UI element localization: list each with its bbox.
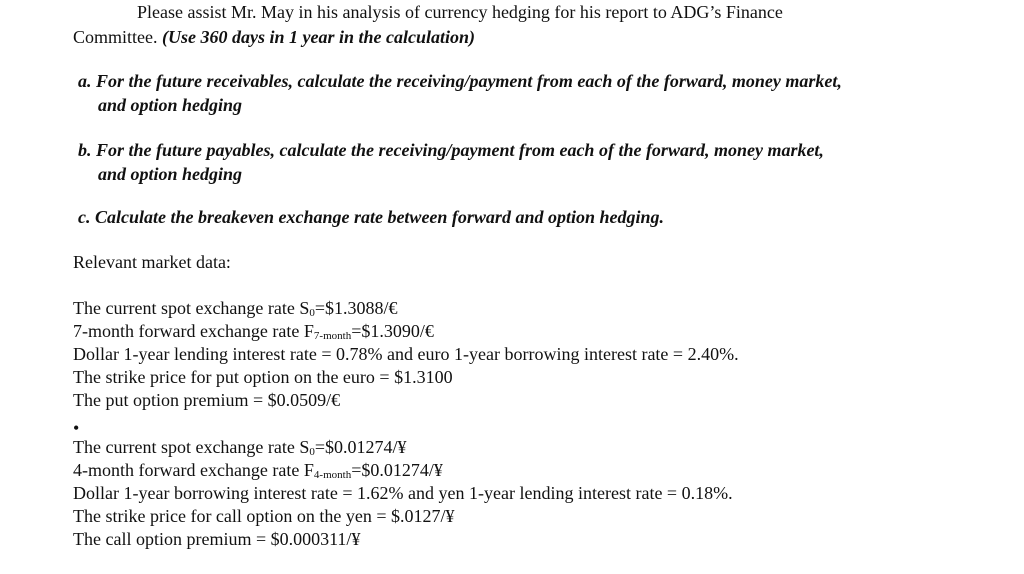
intro-text-cont: Committee. [73, 27, 158, 47]
intro-text: Please assist Mr. May in his analysis of currency hedging for his report to ADG’s Finance [137, 2, 783, 22]
euro-forward-label: 7-month forward exchange rate F [73, 321, 314, 341]
yen-strike-price: The strike price for call option on the yen = $.0127/¥ [73, 506, 455, 526]
yen-forward-value: =$0.01274/¥ [351, 460, 443, 480]
euro-spot-value: =$1.3088/€ [314, 298, 398, 318]
yen-spot-sub: 0 [309, 446, 315, 458]
question-a-line1: a. For the future receivables, calculate the receiving/payment from each of the forward, money market, [78, 71, 842, 91]
bullet-mark: • [73, 418, 80, 438]
yen-spot-rate [73, 436, 407, 458]
euro-spot-label: The current spot exchange rate S [73, 298, 310, 318]
question-b-line1: b. For the future payables, calculate the receiving/payment from each of the forward, money market, [78, 140, 824, 160]
yen-forward-sub: 4-month [313, 469, 352, 481]
euro-forward-value: =$1.3090/€ [351, 321, 434, 341]
yen-spot-value: =$0.01274/¥ [314, 437, 407, 457]
question-b [78, 138, 938, 186]
yen-forward-rate [73, 459, 443, 481]
question-c [78, 205, 938, 229]
yen-spot-label: The current spot exchange rate S [73, 437, 310, 457]
yen-forward-label: 4-month forward exchange rate F [73, 460, 314, 480]
euro-strike-price: The strike price for put option on the euro = $1.3100 [73, 367, 453, 387]
question-c-line1: c. Calculate the breakeven exchange rate between forward and option hedging. [78, 207, 664, 227]
market-heading: Relevant market data: [73, 252, 231, 272]
euro-spot-sub: 0 [309, 307, 315, 319]
yen-interest-rates: Dollar 1-year borrowing interest rate = 1.62% and yen 1-year lending interest rate = 0.18%. [73, 483, 733, 503]
intro-paragraph [73, 0, 933, 50]
euro-interest-rates: Dollar 1-year lending interest rate = 0.78% and euro 1-year borrowing interest rate = 2.40%. [73, 344, 739, 364]
euro-forward-sub: 7-month [313, 330, 352, 342]
euro-put-premium: The put option premium = $0.0509/€ [73, 390, 341, 410]
euro-forward-rate [73, 320, 434, 342]
intro-note: (Use 360 days in 1 year in the calculation) [162, 27, 475, 47]
question-b-line2: and option hedging [98, 164, 243, 184]
question-a [78, 69, 938, 117]
yen-call-premium: The call option premium = $0.000311/¥ [73, 529, 361, 549]
question-a-line2: and option hedging [98, 95, 243, 115]
euro-spot-rate [73, 297, 398, 319]
